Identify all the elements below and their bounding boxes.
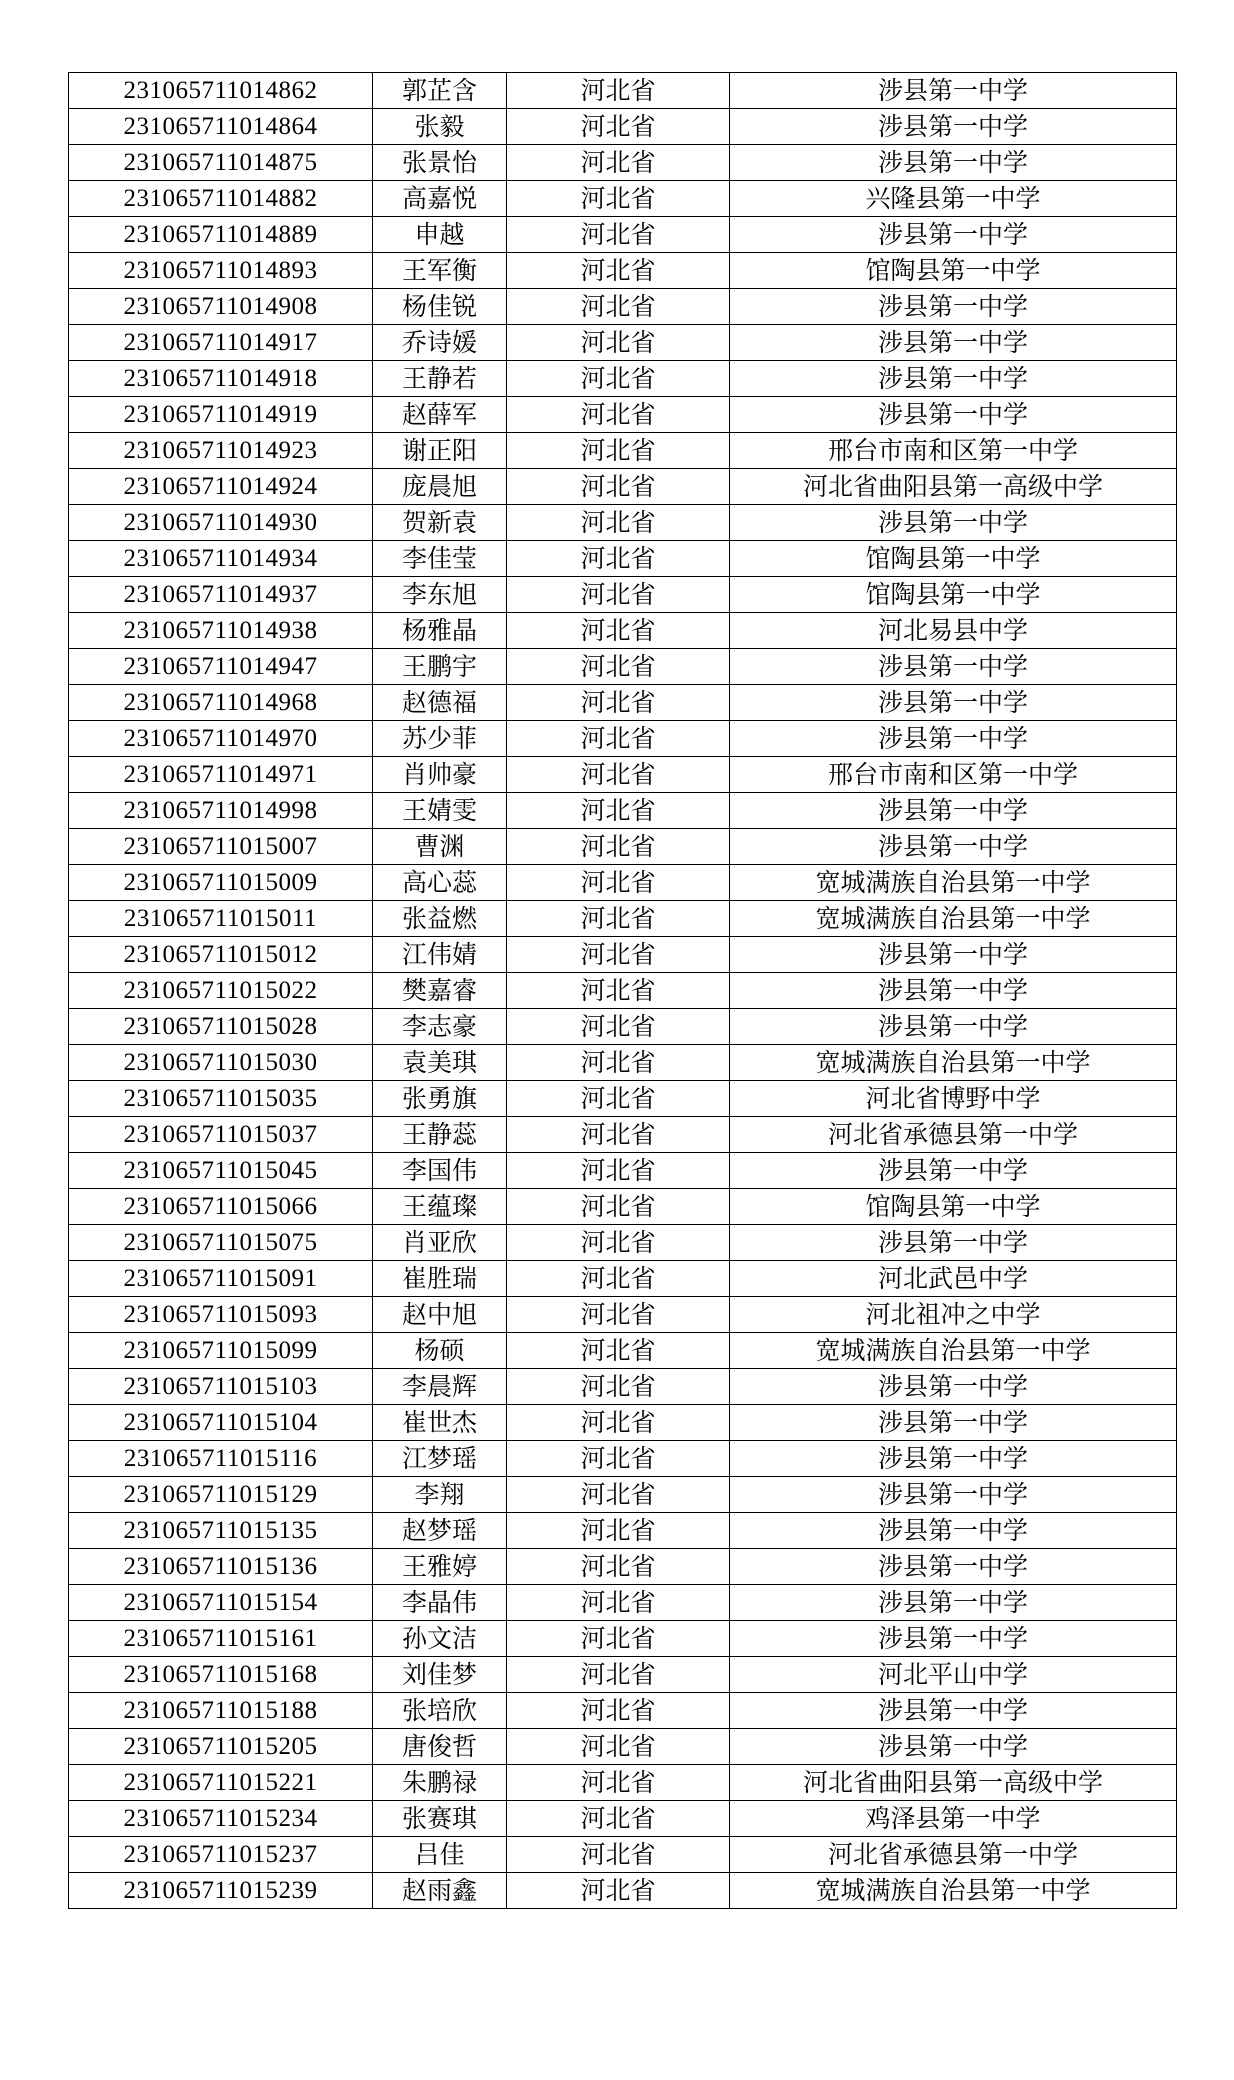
table-row — [69, 1477, 1177, 1513]
student-name-cell: 郭芷含 — [373, 73, 507, 109]
school-cell: 涉县第一中学 — [730, 1405, 1177, 1441]
province-cell: 河北省 — [507, 1441, 730, 1477]
province-cell: 河北省 — [507, 721, 730, 757]
student-name-cell: 王鹏宇 — [373, 649, 507, 685]
exam-number-cell: 231065711015168 — [69, 1657, 373, 1693]
student-name-cell: 庞晨旭 — [373, 469, 507, 505]
exam-number-cell: 231065711014882 — [69, 181, 373, 217]
table-row — [69, 1729, 1177, 1765]
student-name-cell: 苏少菲 — [373, 721, 507, 757]
table-row — [69, 1801, 1177, 1837]
exam-number-cell: 231065711015030 — [69, 1045, 373, 1081]
school-cell: 河北省曲阳县第一高级中学 — [730, 1765, 1177, 1801]
student-name-cell: 樊嘉睿 — [373, 973, 507, 1009]
student-name-cell: 李晶伟 — [373, 1585, 507, 1621]
province-cell: 河北省 — [507, 1009, 730, 1045]
exam-number-cell: 231065711014862 — [69, 73, 373, 109]
table-row — [69, 1405, 1177, 1441]
table-row — [69, 109, 1177, 145]
student-name-cell: 申越 — [373, 217, 507, 253]
exam-number-cell: 231065711015028 — [69, 1009, 373, 1045]
school-cell: 鸡泽县第一中学 — [730, 1801, 1177, 1837]
table-row — [69, 1693, 1177, 1729]
exam-number-cell: 231065711014919 — [69, 397, 373, 433]
province-cell: 河北省 — [507, 361, 730, 397]
exam-number-cell: 231065711015035 — [69, 1081, 373, 1117]
province-cell: 河北省 — [507, 1873, 730, 1909]
province-cell: 河北省 — [507, 1045, 730, 1081]
student-name-cell: 肖帅豪 — [373, 757, 507, 793]
school-cell: 河北易县中学 — [730, 613, 1177, 649]
school-cell: 河北省承德县第一中学 — [730, 1117, 1177, 1153]
province-cell: 河北省 — [507, 1297, 730, 1333]
table-row — [69, 1513, 1177, 1549]
table-row — [69, 505, 1177, 541]
school-cell: 涉县第一中学 — [730, 505, 1177, 541]
student-name-cell: 乔诗媛 — [373, 325, 507, 361]
school-cell: 馆陶县第一中学 — [730, 541, 1177, 577]
student-name-cell: 唐俊哲 — [373, 1729, 507, 1765]
table-row — [69, 289, 1177, 325]
school-cell: 涉县第一中学 — [730, 685, 1177, 721]
school-cell: 涉县第一中学 — [730, 325, 1177, 361]
school-cell: 涉县第一中学 — [730, 73, 1177, 109]
school-cell: 涉县第一中学 — [730, 289, 1177, 325]
province-cell: 河北省 — [507, 757, 730, 793]
school-cell: 涉县第一中学 — [730, 793, 1177, 829]
province-cell: 河北省 — [507, 1585, 730, 1621]
student-name-cell: 王静若 — [373, 361, 507, 397]
exam-number-cell: 231065711015011 — [69, 901, 373, 937]
province-cell: 河北省 — [507, 829, 730, 865]
province-cell: 河北省 — [507, 181, 730, 217]
school-cell: 涉县第一中学 — [730, 1225, 1177, 1261]
province-cell: 河北省 — [507, 1261, 730, 1297]
student-table — [68, 72, 1177, 1909]
table-row — [69, 1261, 1177, 1297]
school-cell: 涉县第一中学 — [730, 1693, 1177, 1729]
province-cell: 河北省 — [507, 289, 730, 325]
student-name-cell: 贺新袁 — [373, 505, 507, 541]
table-row — [69, 613, 1177, 649]
exam-number-cell: 231065711015075 — [69, 1225, 373, 1261]
school-cell: 涉县第一中学 — [730, 721, 1177, 757]
province-cell: 河北省 — [507, 613, 730, 649]
table-row — [69, 721, 1177, 757]
province-cell: 河北省 — [507, 109, 730, 145]
student-name-cell: 李志豪 — [373, 1009, 507, 1045]
exam-number-cell: 231065711014970 — [69, 721, 373, 757]
school-cell: 涉县第一中学 — [730, 1441, 1177, 1477]
table-row — [69, 1549, 1177, 1585]
student-name-cell: 崔世杰 — [373, 1405, 507, 1441]
exam-number-cell: 231065711014893 — [69, 253, 373, 289]
province-cell: 河北省 — [507, 937, 730, 973]
student-name-cell: 李晨辉 — [373, 1369, 507, 1405]
table-row — [69, 1225, 1177, 1261]
table-row — [69, 1009, 1177, 1045]
province-cell: 河北省 — [507, 1477, 730, 1513]
table-row — [69, 181, 1177, 217]
student-name-cell: 杨佳锐 — [373, 289, 507, 325]
school-cell: 涉县第一中学 — [730, 1009, 1177, 1045]
school-cell: 涉县第一中学 — [730, 109, 1177, 145]
student-name-cell: 赵中旭 — [373, 1297, 507, 1333]
school-cell: 涉县第一中学 — [730, 829, 1177, 865]
student-name-cell: 王雅婷 — [373, 1549, 507, 1585]
exam-number-cell: 231065711015045 — [69, 1153, 373, 1189]
student-name-cell: 王静蕊 — [373, 1117, 507, 1153]
student-name-cell: 王婧雯 — [373, 793, 507, 829]
exam-number-cell: 231065711014968 — [69, 685, 373, 721]
student-name-cell: 王蕴璨 — [373, 1189, 507, 1225]
province-cell: 河北省 — [507, 469, 730, 505]
province-cell: 河北省 — [507, 505, 730, 541]
province-cell: 河北省 — [507, 973, 730, 1009]
school-cell: 宽城满族自治县第一中学 — [730, 1045, 1177, 1081]
province-cell: 河北省 — [507, 1801, 730, 1837]
student-name-cell: 赵德福 — [373, 685, 507, 721]
exam-number-cell: 231065711014918 — [69, 361, 373, 397]
school-cell: 河北省博野中学 — [730, 1081, 1177, 1117]
province-cell: 河北省 — [507, 1513, 730, 1549]
province-cell: 河北省 — [507, 901, 730, 937]
exam-number-cell: 231065711015012 — [69, 937, 373, 973]
school-cell: 涉县第一中学 — [730, 973, 1177, 1009]
province-cell: 河北省 — [507, 1837, 730, 1873]
province-cell: 河北省 — [507, 1405, 730, 1441]
student-name-cell: 刘佳梦 — [373, 1657, 507, 1693]
province-cell: 河北省 — [507, 793, 730, 829]
school-cell: 涉县第一中学 — [730, 1729, 1177, 1765]
exam-number-cell: 231065711015154 — [69, 1585, 373, 1621]
student-name-cell: 赵薛军 — [373, 397, 507, 433]
table-row — [69, 757, 1177, 793]
school-cell: 涉县第一中学 — [730, 397, 1177, 433]
exam-number-cell: 231065711014875 — [69, 145, 373, 181]
exam-number-cell: 231065711014938 — [69, 613, 373, 649]
province-cell: 河北省 — [507, 1369, 730, 1405]
table-row — [69, 1441, 1177, 1477]
table-row — [69, 253, 1177, 289]
school-cell: 涉县第一中学 — [730, 1153, 1177, 1189]
table-row — [69, 937, 1177, 973]
exam-number-cell: 231065711015188 — [69, 1693, 373, 1729]
table-row — [69, 361, 1177, 397]
table-row — [69, 1873, 1177, 1909]
table-row — [69, 469, 1177, 505]
province-cell: 河北省 — [507, 1117, 730, 1153]
student-name-cell: 赵梦瑶 — [373, 1513, 507, 1549]
province-cell: 河北省 — [507, 73, 730, 109]
province-cell: 河北省 — [507, 325, 730, 361]
school-cell: 涉县第一中学 — [730, 1513, 1177, 1549]
table-row — [69, 1081, 1177, 1117]
exam-number-cell: 231065711015093 — [69, 1297, 373, 1333]
table-row — [69, 1153, 1177, 1189]
exam-number-cell: 231065711014889 — [69, 217, 373, 253]
province-cell: 河北省 — [507, 1729, 730, 1765]
exam-number-cell: 231065711015239 — [69, 1873, 373, 1909]
exam-number-cell: 231065711015009 — [69, 865, 373, 901]
table-row — [69, 577, 1177, 613]
school-cell: 河北省承德县第一中学 — [730, 1837, 1177, 1873]
province-cell: 河北省 — [507, 1765, 730, 1801]
exam-number-cell: 231065711014947 — [69, 649, 373, 685]
student-name-cell: 吕佳 — [373, 1837, 507, 1873]
student-name-cell: 谢正阳 — [373, 433, 507, 469]
student-name-cell: 张景怡 — [373, 145, 507, 181]
school-cell: 涉县第一中学 — [730, 1585, 1177, 1621]
table-row — [69, 433, 1177, 469]
province-cell: 河北省 — [507, 253, 730, 289]
table-row — [69, 397, 1177, 433]
school-cell: 馆陶县第一中学 — [730, 1189, 1177, 1225]
table-row — [69, 685, 1177, 721]
school-cell: 宽城满族自治县第一中学 — [730, 1333, 1177, 1369]
table-row — [69, 1333, 1177, 1369]
exam-number-cell: 231065711015161 — [69, 1621, 373, 1657]
table-row — [69, 1657, 1177, 1693]
exam-number-cell: 231065711015066 — [69, 1189, 373, 1225]
student-name-cell: 朱鹏禄 — [373, 1765, 507, 1801]
student-name-cell: 杨雅晶 — [373, 613, 507, 649]
school-cell: 河北武邑中学 — [730, 1261, 1177, 1297]
province-cell: 河北省 — [507, 1549, 730, 1585]
exam-number-cell: 231065711015237 — [69, 1837, 373, 1873]
student-name-cell: 高嘉悦 — [373, 181, 507, 217]
table-row — [69, 1369, 1177, 1405]
school-cell: 邢台市南和区第一中学 — [730, 757, 1177, 793]
table-row — [69, 973, 1177, 1009]
exam-number-cell: 231065711015007 — [69, 829, 373, 865]
table-row — [69, 541, 1177, 577]
school-cell: 涉县第一中学 — [730, 1369, 1177, 1405]
exam-number-cell: 231065711014908 — [69, 289, 373, 325]
province-cell: 河北省 — [507, 685, 730, 721]
exam-number-cell: 231065711015221 — [69, 1765, 373, 1801]
school-cell: 涉县第一中学 — [730, 1549, 1177, 1585]
exam-number-cell: 231065711015136 — [69, 1549, 373, 1585]
exam-number-cell: 231065711014924 — [69, 469, 373, 505]
student-name-cell: 张赛琪 — [373, 1801, 507, 1837]
table-row — [69, 1621, 1177, 1657]
student-name-cell: 赵雨鑫 — [373, 1873, 507, 1909]
exam-number-cell: 231065711014930 — [69, 505, 373, 541]
exam-number-cell: 231065711015104 — [69, 1405, 373, 1441]
province-cell: 河北省 — [507, 217, 730, 253]
student-name-cell: 肖亚欣 — [373, 1225, 507, 1261]
student-name-cell: 张培欣 — [373, 1693, 507, 1729]
table-row — [69, 829, 1177, 865]
exam-number-cell: 231065711015116 — [69, 1441, 373, 1477]
student-name-cell: 袁美琪 — [373, 1045, 507, 1081]
school-cell: 馆陶县第一中学 — [730, 253, 1177, 289]
student-name-cell: 李国伟 — [373, 1153, 507, 1189]
province-cell: 河北省 — [507, 1333, 730, 1369]
exam-number-cell: 231065711015129 — [69, 1477, 373, 1513]
province-cell: 河北省 — [507, 145, 730, 181]
student-name-cell: 张毅 — [373, 109, 507, 145]
table-row — [69, 901, 1177, 937]
province-cell: 河北省 — [507, 1693, 730, 1729]
table-row — [69, 145, 1177, 181]
school-cell: 邢台市南和区第一中学 — [730, 433, 1177, 469]
province-cell: 河北省 — [507, 541, 730, 577]
exam-number-cell: 231065711015022 — [69, 973, 373, 1009]
exam-number-cell: 231065711014917 — [69, 325, 373, 361]
school-cell: 河北祖冲之中学 — [730, 1297, 1177, 1333]
table-row — [69, 1297, 1177, 1333]
table-row — [69, 1837, 1177, 1873]
document-page — [68, 72, 1176, 1909]
table-row — [69, 793, 1177, 829]
table-row — [69, 865, 1177, 901]
student-name-cell: 杨硕 — [373, 1333, 507, 1369]
table-row — [69, 1765, 1177, 1801]
province-cell: 河北省 — [507, 433, 730, 469]
school-cell: 馆陶县第一中学 — [730, 577, 1177, 613]
exam-number-cell: 231065711015103 — [69, 1369, 373, 1405]
exam-number-cell: 231065711014864 — [69, 109, 373, 145]
school-cell: 涉县第一中学 — [730, 217, 1177, 253]
school-cell: 涉县第一中学 — [730, 145, 1177, 181]
table-row — [69, 217, 1177, 253]
student-name-cell: 曹渊 — [373, 829, 507, 865]
exam-number-cell: 231065711014934 — [69, 541, 373, 577]
table-row — [69, 1117, 1177, 1153]
exam-number-cell: 231065711015091 — [69, 1261, 373, 1297]
table-row — [69, 1045, 1177, 1081]
exam-number-cell: 231065711015135 — [69, 1513, 373, 1549]
province-cell: 河北省 — [507, 1081, 730, 1117]
student-name-cell: 王军衡 — [373, 253, 507, 289]
student-name-cell: 江梦瑶 — [373, 1441, 507, 1477]
student-name-cell: 李翔 — [373, 1477, 507, 1513]
student-name-cell: 李东旭 — [373, 577, 507, 613]
table-row — [69, 73, 1177, 109]
school-cell: 兴隆县第一中学 — [730, 181, 1177, 217]
school-cell: 涉县第一中学 — [730, 1477, 1177, 1513]
student-name-cell: 张勇旗 — [373, 1081, 507, 1117]
province-cell: 河北省 — [507, 1621, 730, 1657]
school-cell: 涉县第一中学 — [730, 937, 1177, 973]
student-name-cell: 高心蕊 — [373, 865, 507, 901]
province-cell: 河北省 — [507, 1189, 730, 1225]
school-cell: 宽城满族自治县第一中学 — [730, 1873, 1177, 1909]
province-cell: 河北省 — [507, 649, 730, 685]
school-cell: 宽城满族自治县第一中学 — [730, 865, 1177, 901]
exam-number-cell: 231065711015234 — [69, 1801, 373, 1837]
school-cell: 涉县第一中学 — [730, 1621, 1177, 1657]
table-row — [69, 1189, 1177, 1225]
exam-number-cell: 231065711014998 — [69, 793, 373, 829]
province-cell: 河北省 — [507, 577, 730, 613]
province-cell: 河北省 — [507, 1657, 730, 1693]
table-row — [69, 325, 1177, 361]
school-cell: 宽城满族自治县第一中学 — [730, 901, 1177, 937]
student-name-cell: 李佳莹 — [373, 541, 507, 577]
province-cell: 河北省 — [507, 865, 730, 901]
exam-number-cell: 231065711015099 — [69, 1333, 373, 1369]
table-row — [69, 649, 1177, 685]
exam-number-cell: 231065711014937 — [69, 577, 373, 613]
school-cell: 河北省曲阳县第一高级中学 — [730, 469, 1177, 505]
exam-number-cell: 231065711014971 — [69, 757, 373, 793]
exam-number-cell: 231065711014923 — [69, 433, 373, 469]
school-cell: 河北平山中学 — [730, 1657, 1177, 1693]
school-cell: 涉县第一中学 — [730, 649, 1177, 685]
exam-number-cell: 231065711015205 — [69, 1729, 373, 1765]
province-cell: 河北省 — [507, 1153, 730, 1189]
student-name-cell: 崔胜瑞 — [373, 1261, 507, 1297]
student-name-cell: 孙文洁 — [373, 1621, 507, 1657]
school-cell: 涉县第一中学 — [730, 361, 1177, 397]
table-body — [69, 73, 1177, 1909]
province-cell: 河北省 — [507, 397, 730, 433]
province-cell: 河北省 — [507, 1225, 730, 1261]
table-row — [69, 1585, 1177, 1621]
student-name-cell: 张益燃 — [373, 901, 507, 937]
student-name-cell: 江伟婧 — [373, 937, 507, 973]
exam-number-cell: 231065711015037 — [69, 1117, 373, 1153]
